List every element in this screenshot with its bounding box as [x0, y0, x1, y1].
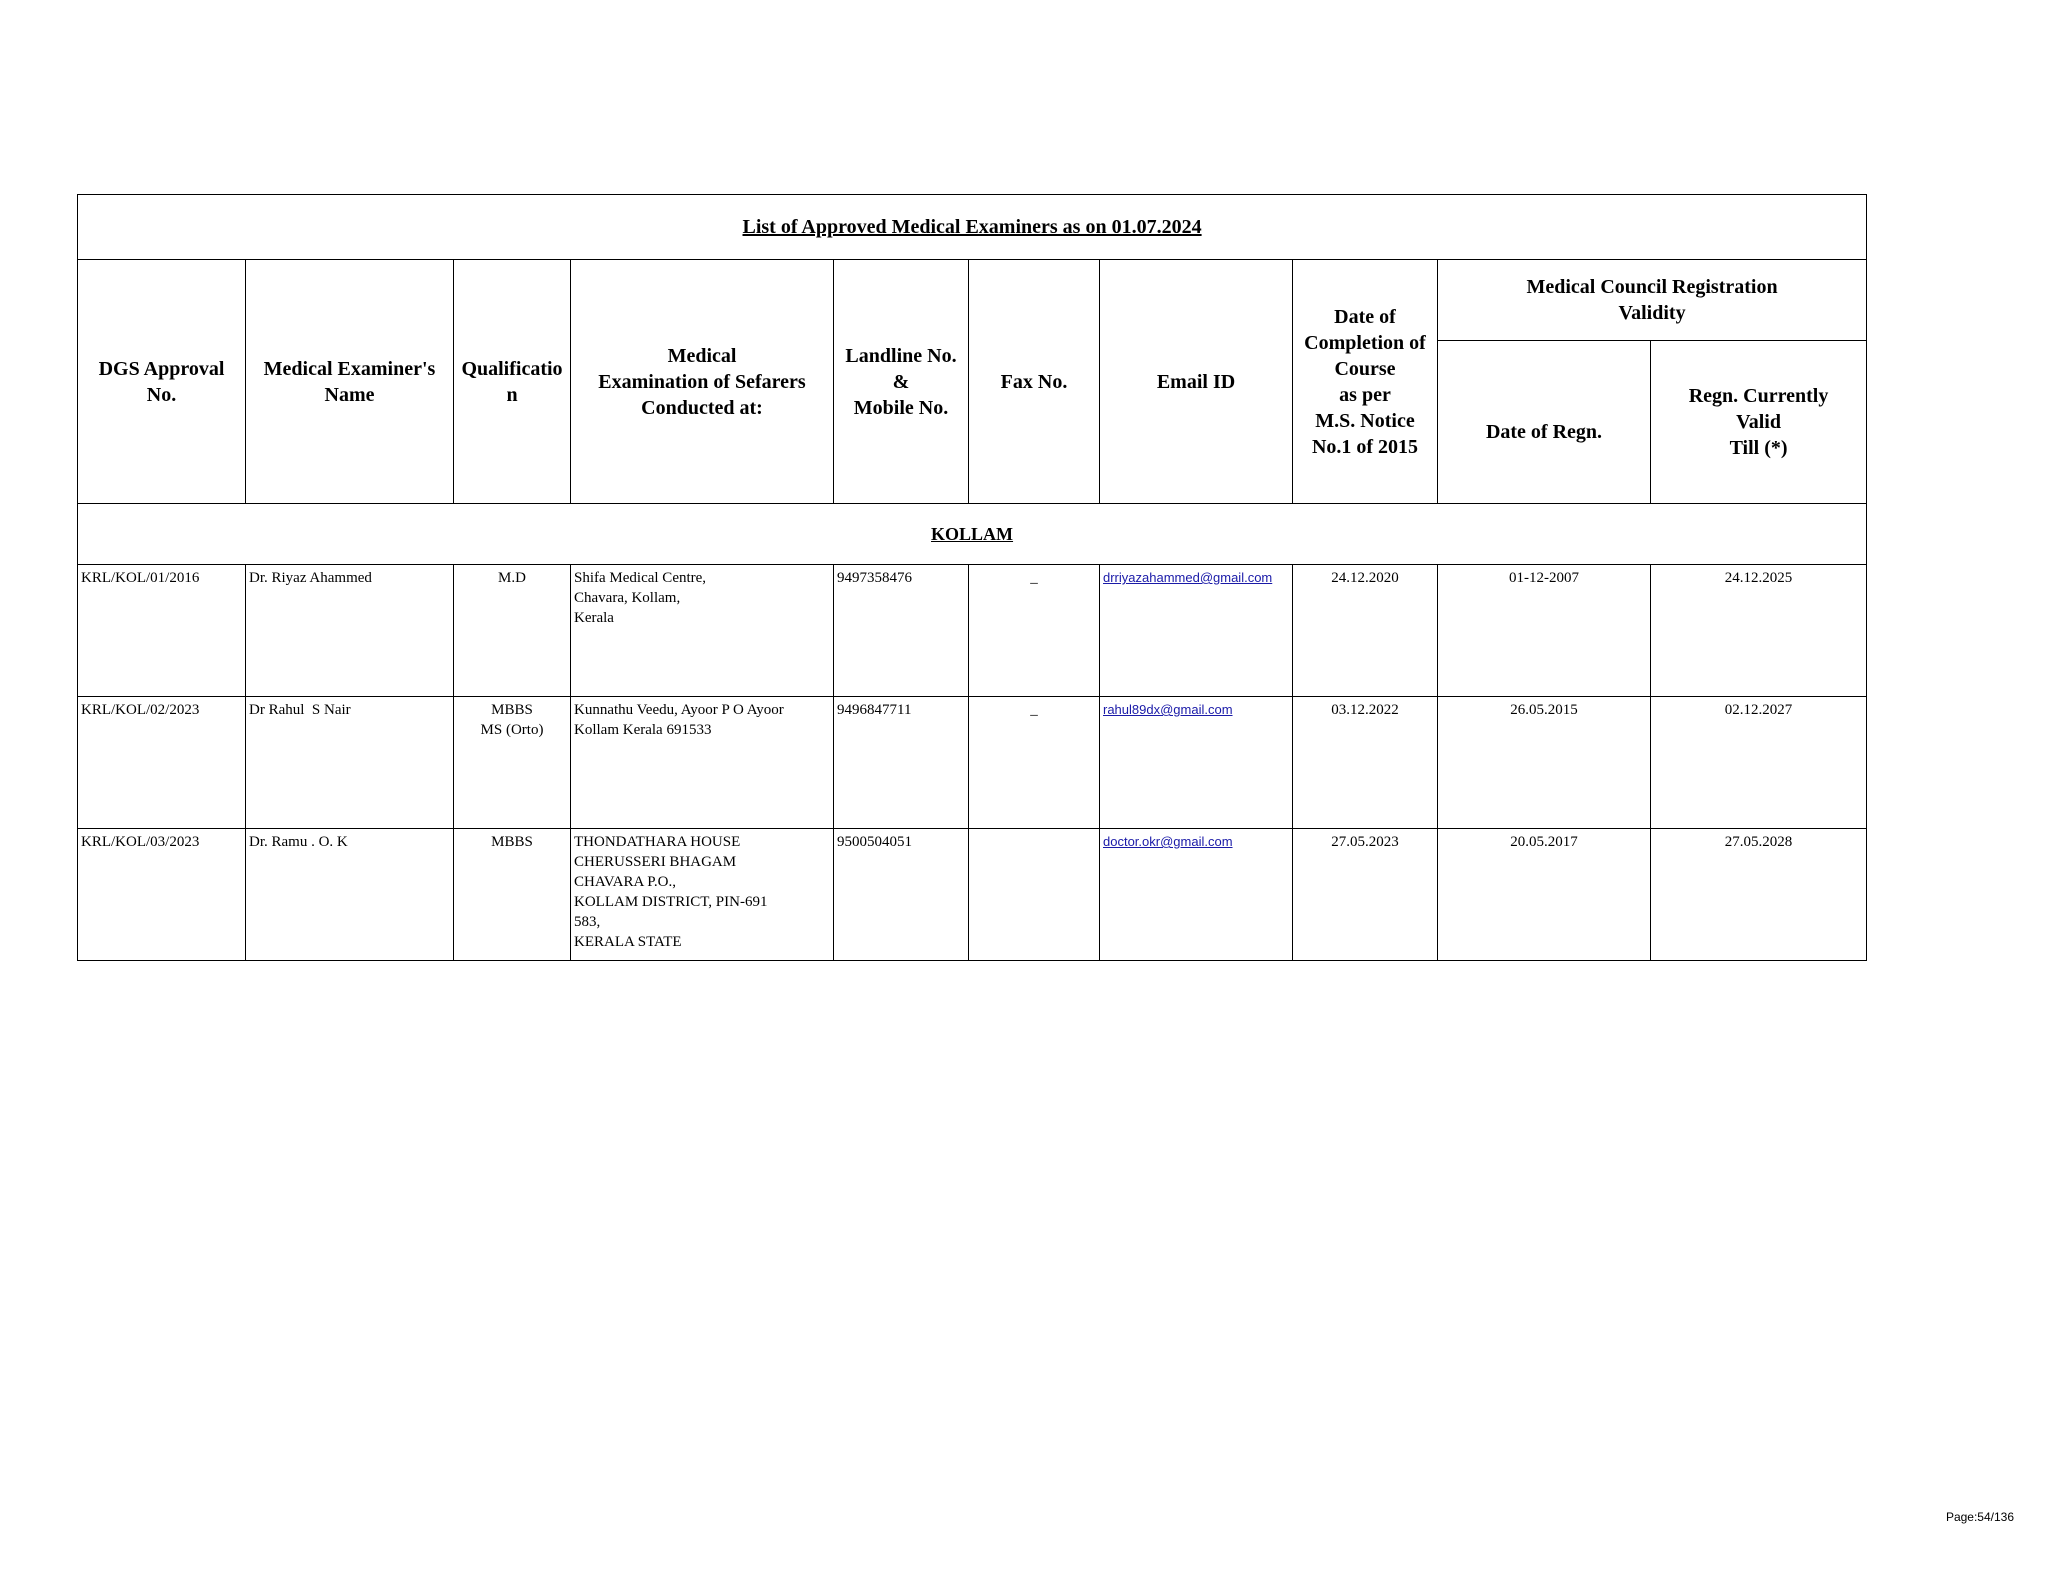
examiners-table: [77, 194, 1867, 961]
approval-no-cell: KRL/KOL/03/2023: [78, 829, 246, 961]
header-venue: Medical Examination of Sefarers Conducted at:: [571, 260, 834, 504]
header-course-completion: Date of Completion of Course as per M.S. Notice No.1 of 2015: [1293, 260, 1438, 504]
course-date-cell: 24.12.2020: [1293, 565, 1438, 697]
header-examiner-name: Medical Examiner's Name: [246, 260, 454, 504]
approval-no-cell: KRL/KOL/01/2016: [78, 565, 246, 697]
course-date-cell: 27.05.2023: [1293, 829, 1438, 961]
phone-cell: 9497358476: [834, 565, 969, 697]
header-council-registration: Medical Council Registration Validity: [1438, 260, 1867, 341]
email-cell: [1100, 565, 1293, 697]
email-link[interactable]: drriyazahammed@gmail.com: [1103, 570, 1273, 585]
name-cell: Dr. Riyaz Ahammed: [246, 565, 454, 697]
valid-till-cell: 02.12.2027: [1651, 697, 1867, 829]
fax-cell: _: [969, 697, 1100, 829]
header-phone: Landline No. & Mobile No.: [834, 260, 969, 504]
regn-date-cell: 20.05.2017: [1438, 829, 1651, 961]
header-email: Email ID: [1100, 260, 1293, 504]
email-link[interactable]: doctor.okr@gmail.com: [1103, 834, 1233, 849]
phone-cell: 9500504051: [834, 829, 969, 961]
qualification-cell: MBBS MS (Orto): [454, 697, 571, 829]
valid-till-cell: 24.12.2025: [1651, 565, 1867, 697]
table-row: [78, 829, 1867, 961]
document-title: List of Approved Medical Examiners as on 01.07.2024: [78, 195, 1867, 260]
fax-cell: _: [969, 565, 1100, 697]
venue-cell: Kunnathu Veedu, Ayoor P O Ayoor Kollam Kerala 691533: [571, 697, 834, 829]
name-cell: Dr Rahul S Nair: [246, 697, 454, 829]
header-regn-date: Date of Regn.: [1438, 341, 1651, 504]
header-qualification: Qualificatio n: [454, 260, 571, 504]
qualification-cell: M.D: [454, 565, 571, 697]
table-row: [78, 697, 1867, 829]
page-number: Page:54/136: [1945, 1510, 2014, 1524]
phone-cell: 9496847711: [834, 697, 969, 829]
valid-till-cell: 27.05.2028: [1651, 829, 1867, 961]
regn-date-cell: 26.05.2015: [1438, 697, 1651, 829]
header-valid-till: Regn. Currently Valid Till (*): [1651, 341, 1867, 504]
table-row: [78, 565, 1867, 697]
fax-cell: [969, 829, 1100, 961]
email-link[interactable]: rahul89dx@gmail.com: [1103, 702, 1233, 717]
header-approval-no: DGS Approval No.: [78, 260, 246, 504]
venue-cell: Shifa Medical Centre, Chavara, Kollam, Kerala: [571, 565, 834, 697]
regn-date-cell: 01-12-2007: [1438, 565, 1651, 697]
course-date-cell: 03.12.2022: [1293, 697, 1438, 829]
venue-cell: THONDATHARA HOUSE CHERUSSERI BHAGAM CHAVARA P.O., KOLLAM DISTRICT, PIN-691 583, KERALA STATE: [571, 829, 834, 961]
email-cell: [1100, 697, 1293, 829]
email-cell: [1100, 829, 1293, 961]
header-fax: Fax No.: [969, 260, 1100, 504]
name-cell: Dr. Ramu . O. K: [246, 829, 454, 961]
approval-no-cell: KRL/KOL/02/2023: [78, 697, 246, 829]
qualification-cell: MBBS: [454, 829, 571, 961]
region-heading: KOLLAM: [78, 504, 1867, 565]
